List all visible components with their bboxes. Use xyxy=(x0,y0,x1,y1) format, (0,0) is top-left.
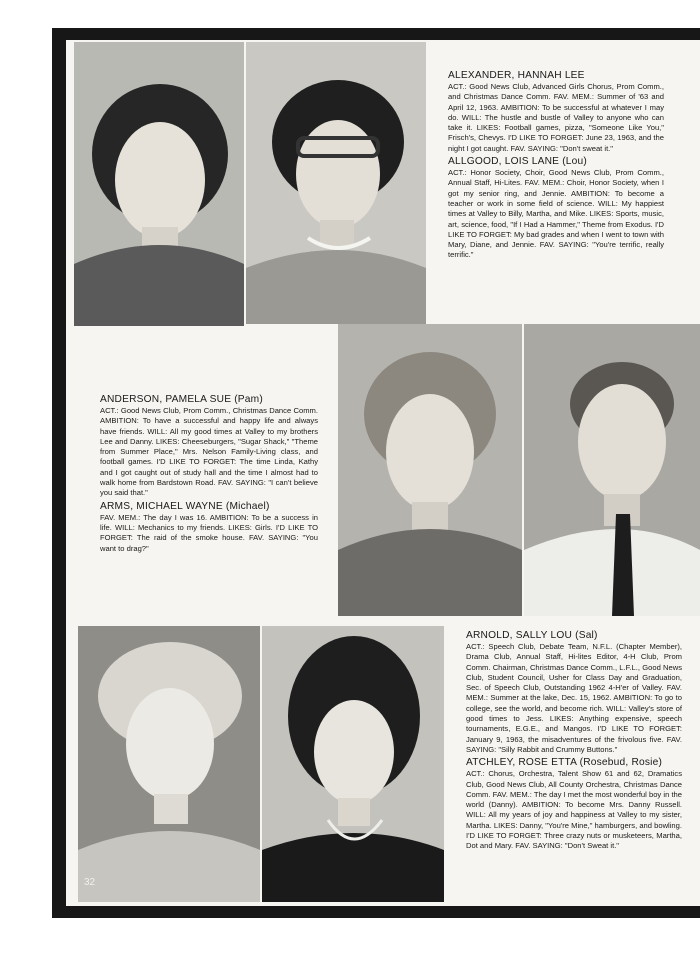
portrait-photo-anderson xyxy=(338,324,522,616)
student-bio-text: ACT.: Speech Club, Debate Team, N.F.L. (Chapter Member), Drama Club, Annual Staff, Hi-lites Editor, 4-H Club, Prom Comm. Chairman, Christmas Dance Comm., L.F.L., Good News Club, Student Council, Usher for Class Day and Graduation, Sec. of Speech Club, Outstanding 1962 4-H'er of Valley. FAV. MEM.: Summer at the lake, Dec. 15, 1962. AMBITION: To go to college, see the world, and become rich. WILL: Valley's store of good times to Jess. LIKES: Anything expensive, speech tournaments, E.G.E., and Mangos. I'D LIKE TO FORGET: January 9, 1963, the misadventures of the frivolous five. FAV. SAYING: "Silly Rabbit and Crummy Buttons." xyxy=(466,642,682,754)
portrait-photo-arnold xyxy=(78,626,260,902)
student-bio-text: ACT.: Good News Club, Advanced Girls Chorus, Prom Comm., and Christmas Dance Comm. FAV. MEM.: Summer of '63 and April 12, 1963. AMBITION: To be successful at whatever I may do. WILL: The hustle and bustle of Valley to anyone who can take it. LIKES: Football games, pizza, "Someone Like You," Frisch's, Chevys. I'D LIKE TO FORGET: June 23, 1963, and the night I got caught. FAV. SAYING: "Don't sweat it." xyxy=(448,82,664,153)
portrait-photo-alexander xyxy=(74,42,244,326)
student-name: ALLGOOD, LOIS LANE (Lou) xyxy=(448,156,587,168)
portrait-photo-arms xyxy=(524,324,700,616)
bio-block-alexander-allgood xyxy=(448,68,664,262)
student-name: ANDERSON, PAMELA SUE (Pam) xyxy=(100,394,263,405)
portrait-photo-allgood xyxy=(246,42,426,324)
student-bio-text: FAV. MEM.: The day I was 16. AMBITION: To be a success in life. WILL: Mechanics to my friends. LIKES: Girls. I'D LIKE TO FORGET: The raid of the smoke house. FAV. SAYING: "You want to drag?" xyxy=(100,512,318,553)
student-bio-text: ACT.: Honor Society, Choir, Good News Club, Prom Comm., Annual Staff, Hi-Lites. FAV. MEM.: Choir, Honor Society, when I got my senior ring, and Jennie. AMBITION: To become a teacher or work in some field of science. WILL: My happiest times at Valley to Billy, Martha, and Mike. LIKES: Sports, music, art, science, food, "If I Had a Hammer," Theme from Exodus. I'D LIKE TO FORGET: My bad grades and when I went to town with Mary, Diane, and Jennie. FAV. SAYING: "You're terrific, really terrific." xyxy=(448,168,664,260)
student-bio-text: ACT.: Good News Club, Prom Comm., Christmas Dance Comm. AMBITION: To have a successful and happy life and always have friends. WILL: All my good times at Valley to my brothers Lee and Danny. LIKES: Cheeseburgers, "Sugar Shack," "Theme from Summer Place," Mrs. Nelson Family-Living class, and football games. I'D LIKE TO FORGET: The time Linda, Kathy and I got caught out of study hall and the time I almost had to walk home from Bardstown Road. FAV. SAYING: "I can't believe you said that." xyxy=(100,406,318,498)
page-number: 32 xyxy=(84,877,96,888)
student-name: ARMS, MICHAEL WAYNE (Michael) xyxy=(100,500,270,512)
bio-block-anderson-arms xyxy=(100,392,318,555)
portrait-photo-atchley xyxy=(262,626,444,902)
bio-block-arnold-atchley xyxy=(466,628,682,853)
student-name: ATCHLEY, ROSE ETTA (Rosebud, Rosie) xyxy=(466,757,663,769)
student-name: ARNOLD, SALLY LOU (Sal) xyxy=(466,630,598,641)
student-name: ALEXANDER, HANNAH LEE xyxy=(448,70,585,81)
student-bio-text: ACT.: Chorus, Orchestra, Talent Show 61 and 62, Dramatics Club, Good News Club, All County Orchestra, Christmas Dance Comm. FAV. MEM.: The day I met the most wonderful boy in the world (Danny). AMBITION: To become Mrs. Danny Russell. WILL: All my years of joy and happiness at Valley to my sister, Martha. LIKES: Danny, "You're Mine," hamburgers, and bowling. I'D LIKE TO FORGET: Three crazy nuts or musketeers, Martha, Dot and Mary. FAV. SAYING: "Don't Sweat it." xyxy=(466,769,682,851)
